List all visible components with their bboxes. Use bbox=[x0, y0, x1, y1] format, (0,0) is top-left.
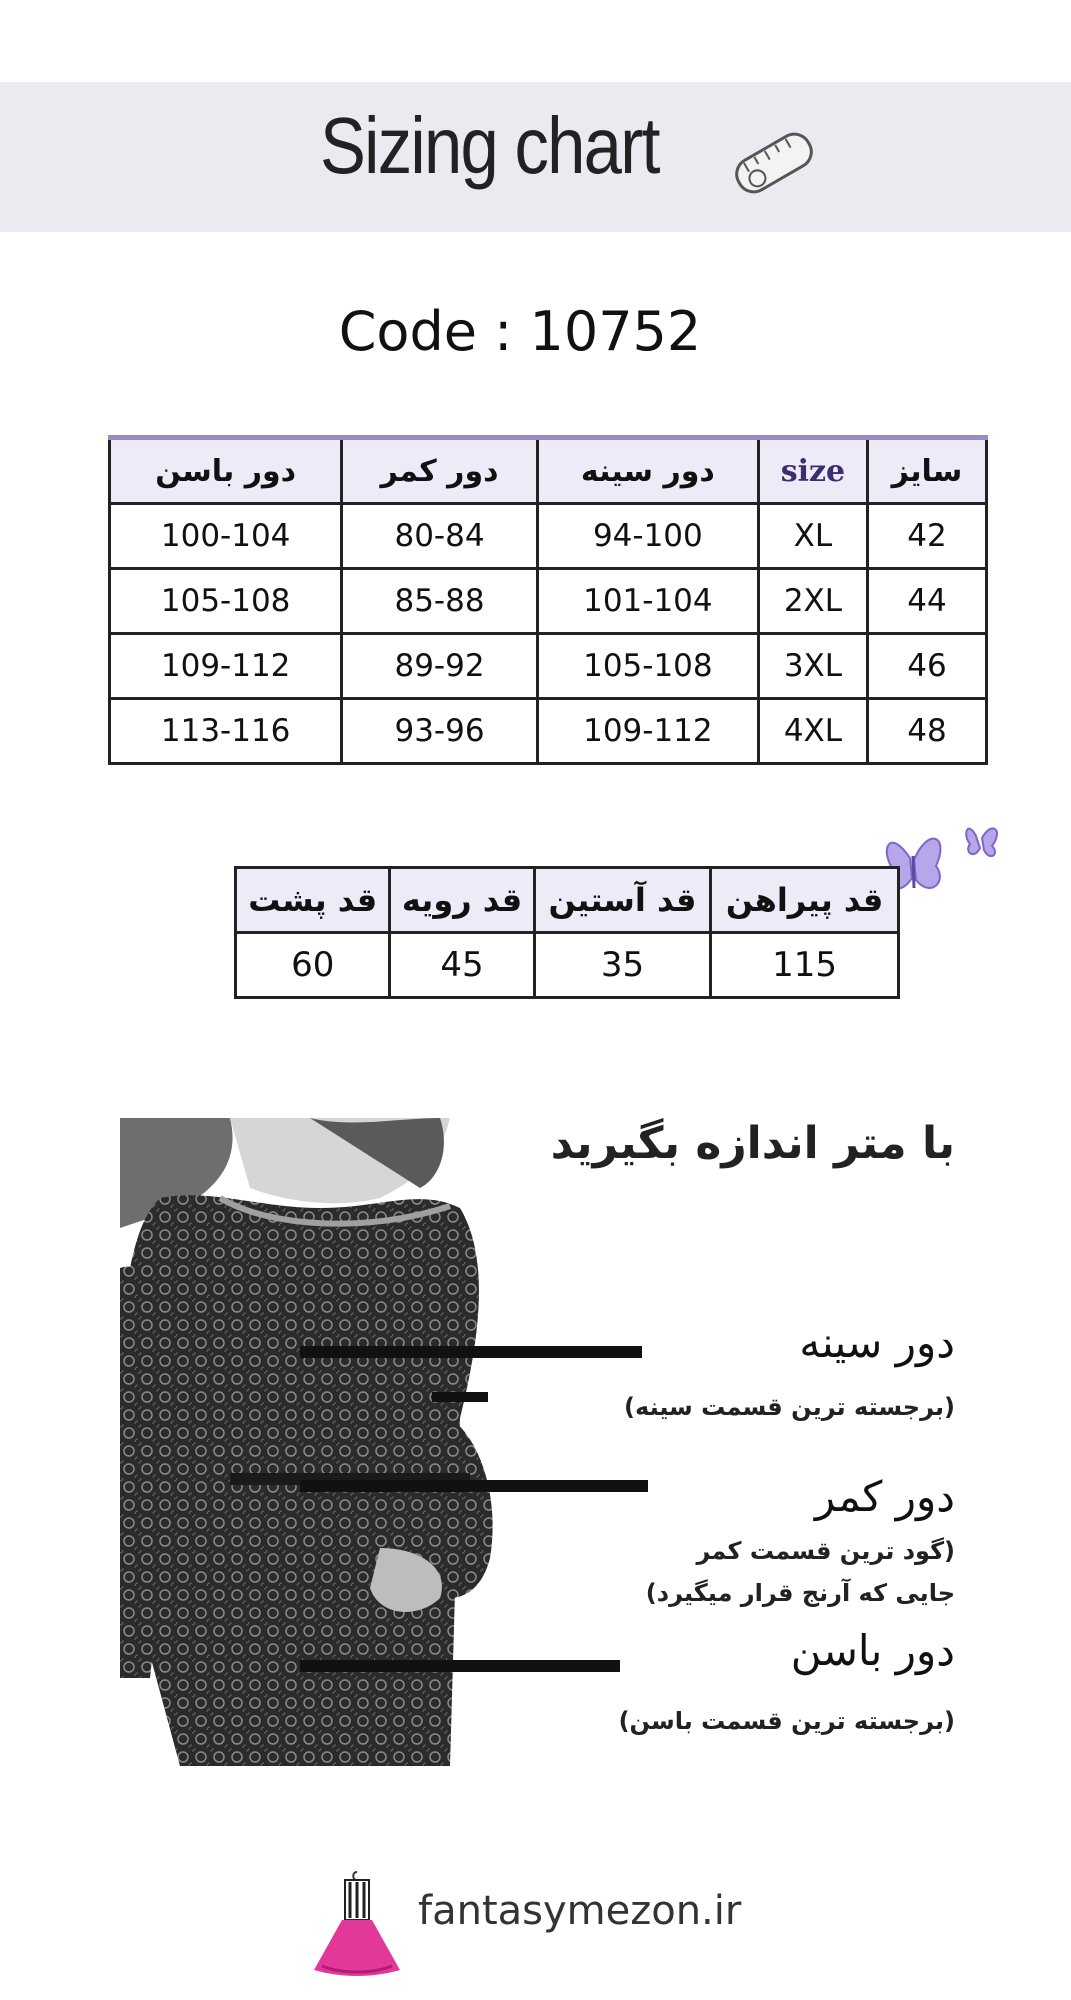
cell: 100-104 bbox=[110, 504, 342, 569]
header-waist: دور کمر bbox=[342, 438, 537, 504]
table-row bbox=[110, 699, 987, 764]
cell: 105-108 bbox=[110, 569, 342, 634]
dress-logo-icon bbox=[312, 1870, 402, 1980]
cell: 115 bbox=[711, 933, 899, 998]
header-hip: دور باسن bbox=[110, 438, 342, 504]
header-sleeve-length: قد آستین bbox=[534, 868, 711, 933]
cell: 80-84 bbox=[342, 504, 537, 569]
length-table-header bbox=[236, 868, 899, 933]
cell: 94-100 bbox=[537, 504, 758, 569]
waist-note-line2: جایی که آرنج قرار میگیرد) bbox=[645, 1579, 955, 1607]
cell: 93-96 bbox=[342, 699, 537, 764]
product-code: Code : 10752 bbox=[338, 300, 702, 363]
size-table-header bbox=[110, 438, 987, 504]
size-table bbox=[108, 435, 988, 765]
header-bust: دور سینه bbox=[537, 438, 758, 504]
cell: 4XL bbox=[758, 699, 867, 764]
site-url[interactable]: fantasymezon.ir bbox=[418, 1888, 742, 1934]
table-row bbox=[110, 634, 987, 699]
header-size-latin: size bbox=[758, 438, 867, 504]
bust-measure-line bbox=[300, 1346, 642, 1358]
waist-title: دور کمر bbox=[814, 1472, 955, 1521]
page-title: Sizing chart bbox=[320, 101, 659, 190]
cell: 46 bbox=[867, 634, 986, 699]
cell: 2XL bbox=[758, 569, 867, 634]
cell: 85-88 bbox=[342, 569, 537, 634]
bust-measure-line-short bbox=[432, 1392, 488, 1402]
header-back-length: قد پشت bbox=[236, 868, 390, 933]
bust-title: دور سینه bbox=[799, 1318, 955, 1367]
header-dress-length: قد پیراهن bbox=[711, 868, 899, 933]
hip-measure-line bbox=[300, 1660, 620, 1672]
header-size: سایز bbox=[867, 438, 986, 504]
table-row bbox=[236, 933, 899, 998]
cell: 35 bbox=[534, 933, 711, 998]
header-top-length: قد رویه bbox=[390, 868, 534, 933]
cell: 45 bbox=[390, 933, 534, 998]
cell: XL bbox=[758, 504, 867, 569]
cell: 60 bbox=[236, 933, 390, 998]
cell: 3XL bbox=[758, 634, 867, 699]
table-row bbox=[110, 504, 987, 569]
cell: 89-92 bbox=[342, 634, 537, 699]
table-row bbox=[110, 569, 987, 634]
measuring-tape-icon bbox=[728, 118, 820, 208]
cell: 113-116 bbox=[110, 699, 342, 764]
instruction-heading: با متر اندازه بگیرید bbox=[550, 1118, 955, 1169]
hip-title: دور باسن bbox=[790, 1626, 955, 1675]
cell: 101-104 bbox=[537, 569, 758, 634]
cell: 42 bbox=[867, 504, 986, 569]
bust-note: (برجسته ترین قسمت سینه) bbox=[624, 1393, 955, 1421]
length-table bbox=[234, 866, 900, 999]
waist-measure-line bbox=[300, 1480, 648, 1492]
cell: 109-112 bbox=[110, 634, 342, 699]
cell: 105-108 bbox=[537, 634, 758, 699]
hip-note: (برجسته ترین قسمت باسن) bbox=[618, 1707, 955, 1735]
waist-note-line1: (گود ترین قسمت کمر bbox=[696, 1537, 955, 1565]
cell: 48 bbox=[867, 699, 986, 764]
cell: 109-112 bbox=[537, 699, 758, 764]
cell: 44 bbox=[867, 569, 986, 634]
